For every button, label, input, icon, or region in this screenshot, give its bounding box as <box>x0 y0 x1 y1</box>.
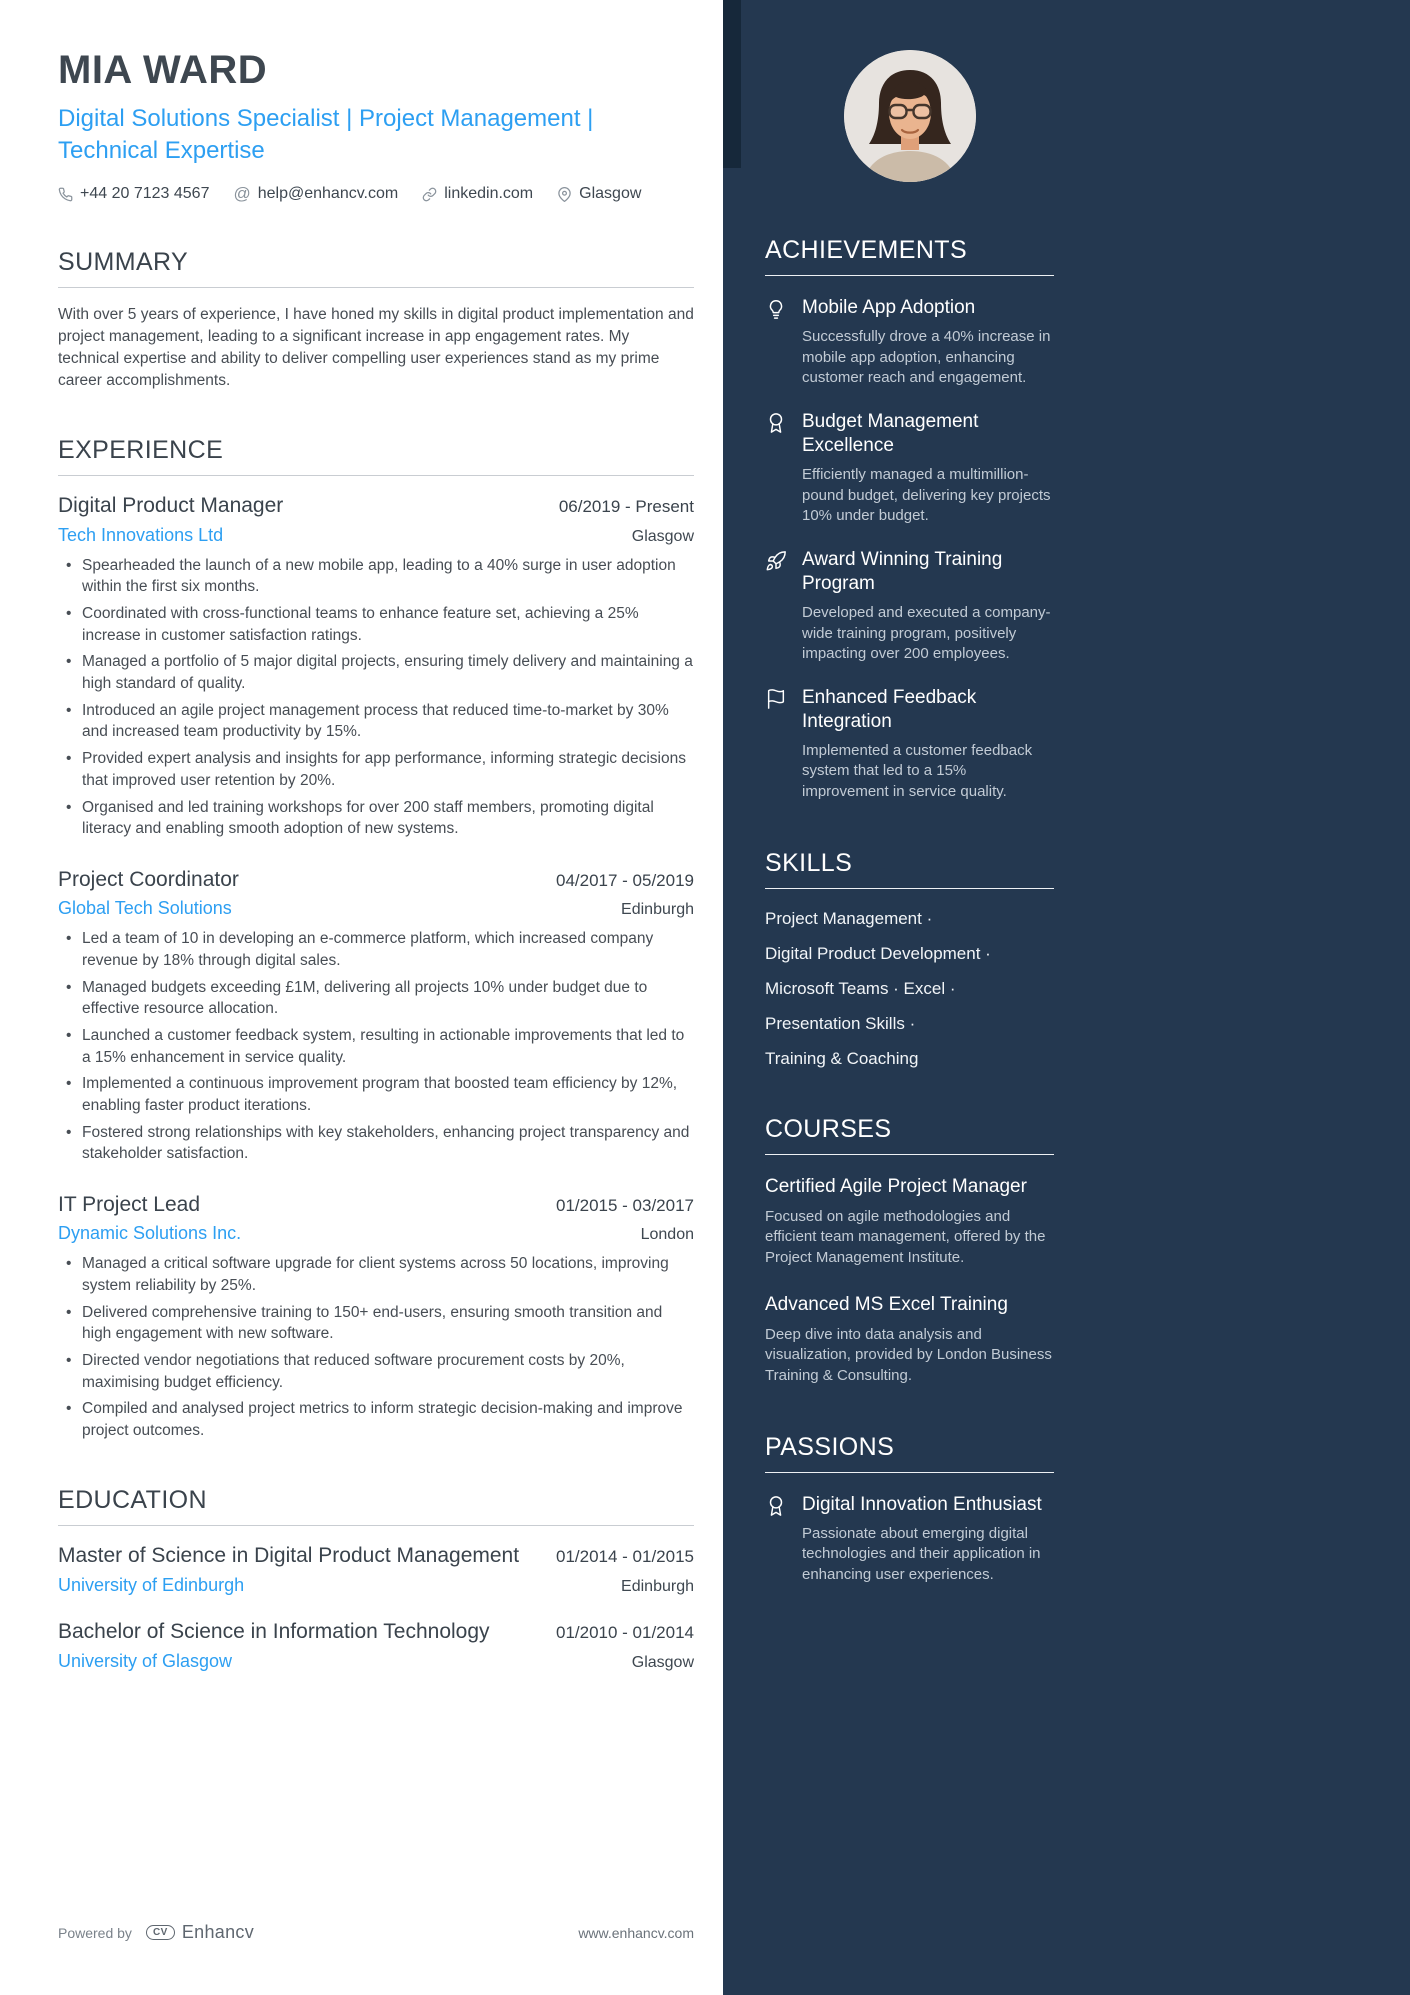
avatar <box>844 50 976 182</box>
job-bullets <box>58 555 694 840</box>
achievement-title: Budget Management Excellence <box>802 411 979 456</box>
passion-text: Passionate about emerging digital technologies and their application in enhancing user experiences. <box>802 1524 1041 1584</box>
degree-title: Bachelor of Science in Information Technology <box>58 1620 490 1644</box>
section-divider <box>765 888 1054 889</box>
bullet-item: • Provided expert analysis and insights for app performance, informing strategic decisions that improved user retention by 20%. <box>58 748 694 791</box>
achievement-text: Successfully drove a 40% increase in mobile app adoption, enhancing customer reach and engagement. <box>802 327 1051 387</box>
section-divider <box>58 1525 694 1526</box>
experience-entry <box>58 1191 694 1442</box>
at-icon: @ <box>233 184 251 204</box>
school-link[interactable]: University of Glasgow <box>58 1651 233 1672</box>
contact-email-value: help@enhancv.com <box>257 185 399 203</box>
contact-phone-value: +44 20 7123 4567 <box>80 185 210 203</box>
contact-email[interactable] <box>233 184 398 204</box>
company-link[interactable]: Global Tech Solutions <box>58 898 232 919</box>
job-dates: 04/2017 - 05/2019 <box>555 870 694 890</box>
enhancv-logo[interactable] <box>146 1922 254 1943</box>
contact-website[interactable] <box>422 185 533 203</box>
job-location: Glasgow <box>631 527 694 545</box>
skills-section <box>765 849 1054 1069</box>
bullet-item: • Launched a customer feedback system, resulting in actionable improvements that led to a 15% enhancement in service quality. <box>58 1025 694 1068</box>
summary-heading: SUMMARY <box>58 248 189 277</box>
footer-website-link[interactable]: www.enhancv.com <box>578 1924 694 1941</box>
bullet-item: • Led a team of 10 in developing an e-commerce platform, which increased company revenue by 18% through digital sales. <box>58 928 694 971</box>
enhancv-logo-wordmark: Enhancv <box>181 1922 254 1942</box>
skill-item: Training & Coaching <box>765 1048 919 1068</box>
bullet-item: • Introduced an agile project management process that reduced time-to-market by 30% and increased team productivity by 15%. <box>58 700 694 743</box>
contact-phone[interactable] <box>58 185 209 203</box>
passion-title: Digital Innovation Enthusiast <box>802 1493 1042 1515</box>
lightbulb-icon <box>765 296 789 389</box>
courses-section <box>765 1115 1054 1387</box>
experience-entry <box>58 866 694 1165</box>
rocket-icon <box>765 548 789 665</box>
education-location: Edinburgh <box>621 1578 694 1596</box>
section-divider <box>765 1472 1054 1473</box>
bullet-item: • Delivered comprehensive training to 150+ end-users, ensuring smooth transition and high engagement with new software. <box>58 1302 694 1345</box>
section-divider <box>58 475 694 476</box>
education-dates: 01/2014 - 01/2015 <box>555 1546 694 1566</box>
sidebar-accent <box>723 0 741 168</box>
job-dates: 06/2019 - Present <box>558 497 694 517</box>
footer <box>58 1922 694 1943</box>
section-divider <box>58 287 694 288</box>
powered-by-label: Powered by <box>58 1924 132 1941</box>
course-text: Focused on agile methodologies and efficient team management, offered by the Project Management Institute. <box>765 1207 1046 1267</box>
course-title: Advanced MS Excel Training <box>765 1293 1008 1315</box>
education-location: Glasgow <box>631 1654 694 1672</box>
job-bullets <box>58 928 694 1165</box>
passions-heading: PASSIONS <box>765 1432 895 1461</box>
contact-website-value: linkedin.com <box>444 185 534 203</box>
degree-title: Master of Science in Digital Product Management <box>58 1543 520 1567</box>
summary-section <box>58 248 694 392</box>
sidebar <box>723 0 1410 1995</box>
bullet-item: • Managed budgets exceeding £1M, delivering all projects 10% under budget due to effective resource allocation. <box>58 977 694 1020</box>
job-dates: 01/2015 - 03/2017 <box>555 1196 694 1216</box>
section-divider <box>765 1154 1054 1155</box>
company-link[interactable]: Tech Innovations Ltd <box>58 524 224 545</box>
medal-icon <box>765 1493 789 1586</box>
resume-header <box>58 48 694 204</box>
job-location: Edinburgh <box>621 901 694 919</box>
enhancv-logo-mark: CV <box>146 1925 175 1940</box>
experience-entry <box>58 492 694 840</box>
phone-icon <box>58 187 73 202</box>
job-location: London <box>640 1226 694 1244</box>
course-text: Deep dive into data analysis and visualization, provided by London Business Training & Consulting. <box>765 1325 1052 1385</box>
bullet-item: • Compiled and analysed project metrics to inform strategic decision-making and improve project outcomes. <box>58 1398 694 1441</box>
achievement-title: Enhanced Feedback Integration <box>802 686 977 732</box>
contact-location <box>557 185 641 203</box>
education-heading: EDUCATION <box>58 1485 207 1514</box>
achievement-item <box>765 686 1054 803</box>
headline: Digital Solutions Specialist | Project Management | Technical Expertise <box>58 105 594 164</box>
achievement-text: Developed and executed a company-wide training program, positively impacting over 200 employees. <box>802 603 1051 663</box>
courses-heading: COURSES <box>765 1114 892 1143</box>
job-title: Project Coordinator <box>58 867 239 891</box>
experience-heading: EXPERIENCE <box>58 436 224 465</box>
achievement-item <box>765 296 1054 389</box>
achievements-heading: ACHIEVEMENTS <box>765 236 968 264</box>
link-icon <box>422 187 437 202</box>
achievement-title: Award Winning Training Program <box>802 548 1003 594</box>
course-item <box>765 1175 1054 1269</box>
education-dates: 01/2010 - 01/2014 <box>555 1623 694 1643</box>
company-link[interactable]: Dynamic Solutions Inc. <box>58 1223 242 1244</box>
achievement-text: Implemented a customer feedback system that led to a 15% improvement in service quality. <box>802 741 1033 801</box>
job-title: IT Project Lead <box>58 1193 201 1217</box>
flag-icon <box>765 686 789 803</box>
bullet-item: • Organised and led training workshops for over 200 staff members, promoting digital literacy and enabling smooth adoption of new systems. <box>58 797 694 840</box>
achievement-item <box>765 548 1054 665</box>
achievement-text: Efficiently managed a multimillion-pound budget, delivering key projects 10% under budget. <box>802 465 1051 525</box>
summary-text: With over 5 years of experience, I have honed my skills in digital product implementation and project management, leading to a significant increase in app engagement rates. My technical expertise and ability to deliver compelling user experiences stand as my prime career accomplishments. <box>58 306 694 390</box>
bullet-item: • Implemented a continuous improvement program that boosted team efficiency by 12%, enabling faster product iterations. <box>58 1073 694 1116</box>
skill-item: Microsoft Teams · Excel · <box>765 978 956 998</box>
location-pin-icon <box>557 187 572 202</box>
education-entry <box>58 1542 694 1596</box>
contact-row <box>58 184 694 204</box>
bullet-item: • Spearheaded the launch of a new mobile app, leading to a 40% surge in user adoption within the first six months. <box>58 555 694 598</box>
passions-section <box>765 1433 1054 1586</box>
skill-item: Digital Product Development · <box>765 943 991 963</box>
school-link[interactable]: University of Edinburgh <box>58 1575 245 1596</box>
bullet-item: • Coordinated with cross-functional teams to enhance feature set, achieving a 25% increase in customer satisfaction ratings. <box>58 603 694 646</box>
skill-item: Presentation Skills · <box>765 1013 916 1033</box>
contact-location-value: Glasgow <box>579 185 642 203</box>
passion-item <box>765 1493 1054 1586</box>
job-bullets <box>58 1253 694 1442</box>
bullet-item: • Directed vendor negotiations that reduced software procurement costs by 20%, maximising budget efficiency. <box>58 1350 694 1393</box>
skill-item: Project Management · <box>765 908 933 928</box>
achievement-item <box>765 410 1054 527</box>
bullet-item: • Managed a critical software upgrade for client systems across 50 locations, improving system reliability by 25%. <box>58 1253 694 1296</box>
skills-heading: SKILLS <box>765 848 853 877</box>
bullet-item: • Managed a portfolio of 5 major digital projects, ensuring timely delivery and maintaining a high standard of quality. <box>58 651 694 694</box>
education-section <box>58 1486 694 1673</box>
section-divider <box>765 275 1054 276</box>
course-title: Certified Agile Project Manager <box>765 1175 1027 1197</box>
achievement-title: Mobile App Adoption <box>802 297 976 318</box>
trophy-icon <box>765 410 789 527</box>
course-item <box>765 1293 1054 1387</box>
job-title: Digital Product Manager <box>58 494 284 518</box>
candidate-name: MIA WARD <box>58 48 268 92</box>
experience-section <box>58 436 694 1442</box>
education-entry <box>58 1618 694 1672</box>
achievements-section <box>765 236 1054 803</box>
bullet-item: • Fostered strong relationships with key stakeholders, enhancing project transparency and stakeholder satisfaction. <box>58 1122 694 1165</box>
